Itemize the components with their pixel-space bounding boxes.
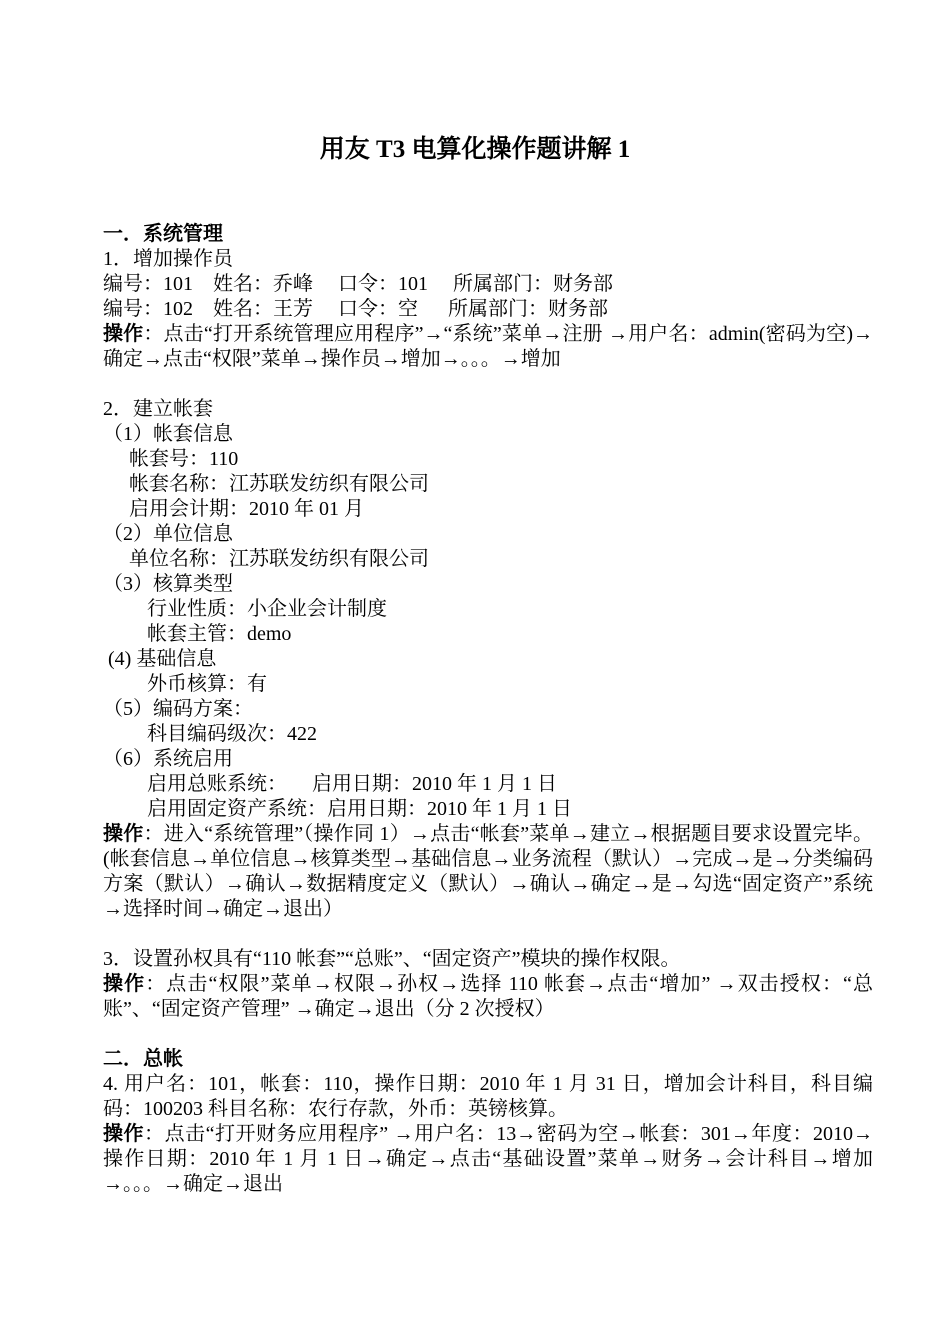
operation-label: 操作 [103,1123,145,1145]
question-4-steps [103,1122,873,1197]
coding-scheme-heading: （5）编码方案： [103,698,253,720]
section-heading-system-management: 一．系统管理 [103,223,223,245]
question-3-title: 3．设置孙权具有“110 帐套”“总账”、“固定资产”模块的操作权限。 [103,948,681,970]
operation-label: 操作 [103,323,144,345]
account-number: 帐套号：110 [129,448,239,470]
start-period: 启用会计期：2010 年 01 月 [129,498,364,520]
unit-info-heading: （2）单位信息 [103,523,233,545]
account-supervisor: 帐套主管：demo [147,623,292,645]
question-3-steps [103,972,873,1022]
accounting-type-heading: （3）核算类型 [103,573,233,595]
question-1-steps-text: ：点击“打开系统管理应用程序”→“系统”菜单→注册 →用户名：admin(密码为空)→确定→点击“权限”菜单→操作员→增加→。。。→增加 [103,323,873,370]
spacer [103,372,873,397]
question-4-steps-text: ：点击“打开财务应用程序” →用户名：13→密码为空→帐套：301→年度：2010→操作日期：2010 年 1 月 1 日→确定→点击“基础设置”菜单→财务→会计科目→增加→。。。→确定→退出 [103,1123,873,1195]
question-3-steps-text: ：点击“权限”菜单→权限→孙权→选择 110 帐套→点击“增加” →双击授权：“总账”、“固定资产管理” →确定→退出（分 2 次授权） [103,973,873,1020]
question-4-title: 4. 用户名：101，帐套：110，操作日期：2010 年 1 月 31 日，增加会计科目，科目编码：100203 科目名称：农行存款，外币：英镑核算。 [103,1073,873,1120]
spacer [103,1022,873,1047]
industry-type: 行业性质：小企业会计制度 [147,598,387,620]
account-info-heading: （1）帐套信息 [103,423,233,445]
document-body [103,222,873,1197]
question-2-steps [103,822,873,922]
basic-info-heading: (4) 基础信息 [103,648,217,670]
question-2-title: 2．建立帐套 [103,398,213,420]
unit-name: 单位名称：江苏联发纺织有限公司 [129,548,429,570]
page-title: 用友 T3 电算化操作题讲解 1 [319,136,631,163]
operator-row-101: 编号：101 姓名：乔峰 口令：101 所属部门：财务部 [103,273,613,295]
ledger-enable-date: 启用总账系统： 启用日期：2010 年 1 月 1 日 [147,773,557,795]
account-name: 帐套名称：江苏联发纺织有限公司 [129,473,429,495]
operation-label: 操作 [103,823,144,845]
spacer [103,922,873,947]
system-enable-heading: （6）系统启用 [103,748,233,770]
subject-code-levels: 科目编码级次：422 [147,723,317,745]
question-1-title: 1．增加操作员 [103,248,233,270]
question-2-steps-text: ：进入“系统管理”（操作同 1）→点击“帐套”菜单→建立→根据题目要求设置完毕。(帐套信息→单位信息→核算类型→基础信息→业务流程（默认）→完成→是→分类编码方案（默认）→确认→数据精度定义（默认）→确认→确定→是→勾选“固定资产”系统→选择时间→确定→退出） [103,823,873,920]
operator-row-102: 编号：102 姓名：王芳 口令：空 所属部门：财务部 [103,298,608,320]
operation-label: 操作 [103,973,146,995]
question-1-steps [103,322,873,372]
section-heading-general-ledger: 二．总帐 [103,1048,183,1070]
fixed-assets-enable-date: 启用固定资产系统：启用日期：2010 年 1 月 1 日 [147,798,572,820]
foreign-currency: 外币核算：有 [147,673,267,695]
